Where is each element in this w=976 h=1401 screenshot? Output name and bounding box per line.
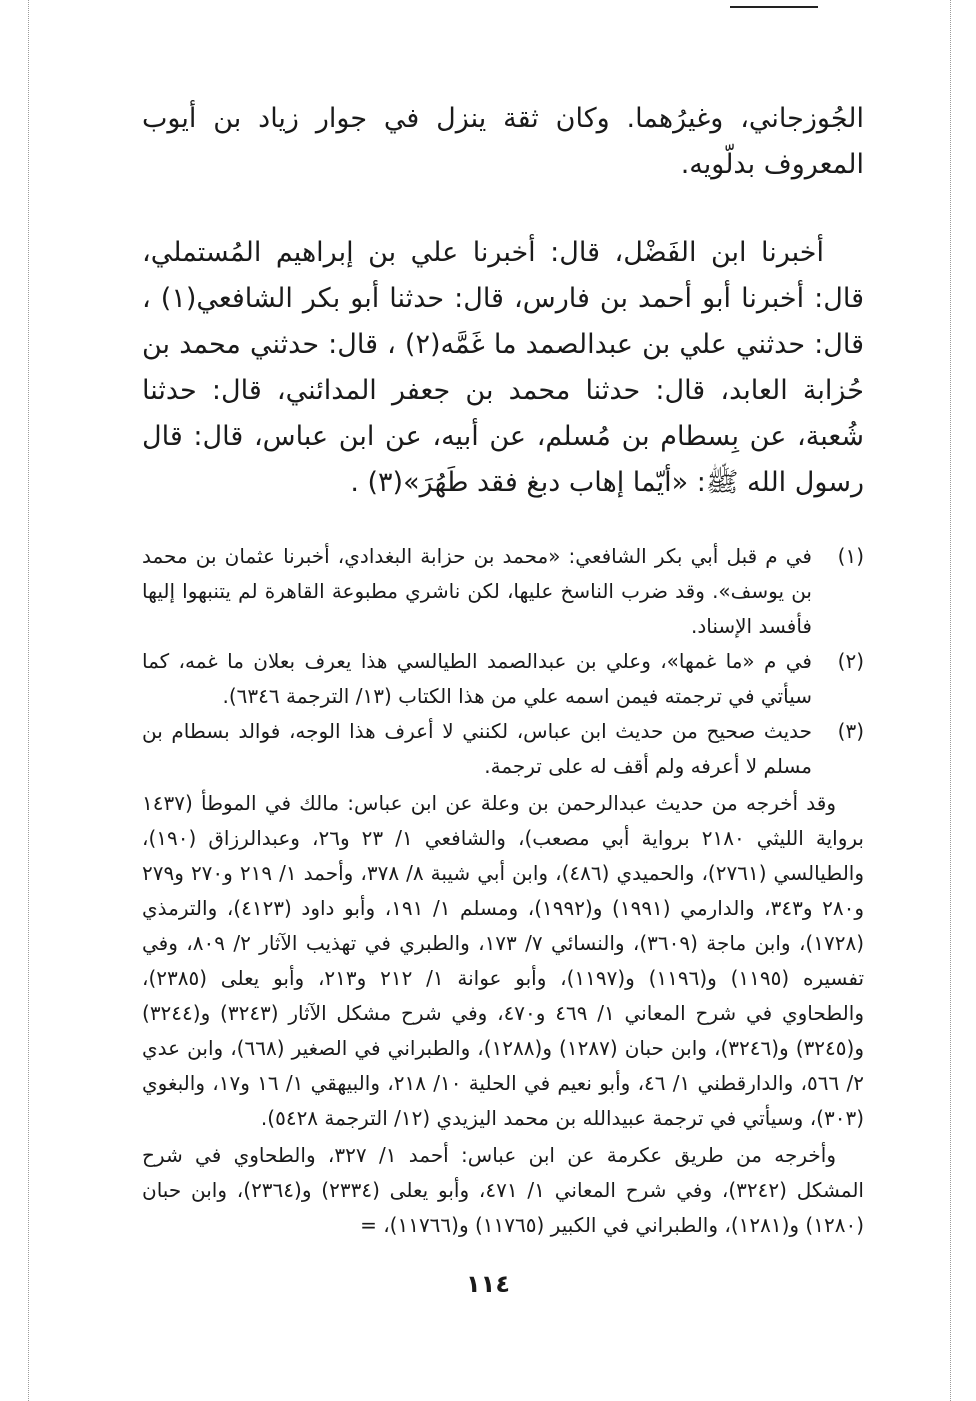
gutter-line-right [950,0,951,1401]
footnote-text: حديث صحيح من حديث ابن عباس، لكنني لا أعرف هذا الوجه، فوالد بسطام بن مسلم لا أعرفه ولم أقف له على ترجمة. [142,719,812,778]
main-text [142,96,864,506]
footnote-2 [142,644,864,714]
footnote-text: في م «ما غمها»، وعلي بن عبدالصمد الطيالسي هذا يعرف بعلان ما غمه، كما سيأتي في ترجمته فيمن اسمه علي من هذا الكتاب (١٣/ الترجمة ٦٣٤٦). [142,649,812,708]
footnote-separator [142,526,864,527]
page-content [142,96,864,1243]
footnote-3-continuation-2: وأخرجه من طريق عكرمة عن ابن عباس: أحمد ١/ ٣٢٧، والطحاوي في شرح المشكل (٣٢٤٢)، وفي شرح المعاني ١/ ٤٧١، وأبو يعلى (٢٣٣٤) و(٢٣٦٤)، وابن حبان (١٢٨٠) و(١٢٨١)، والطبراني في الكبير (١١٧٦٥) و(١١٧٦٦)، = [142,1143,864,1237]
page-number: ١١٤ [466,1270,510,1298]
footnote-3-continuation-1: وقد أخرجه من حديث عبدالرحمن بن وعلة عن ابن عباس: مالك في الموطأ (١٤٣٧ برواية الليثي ٢١٨٠ برواية أبي مصعب)، والشافعي ١/ ٢٣ و٢٦، وعبدالرزاق (١٩٠)، والطيالسي (٢٧٦١)، والحميدي (٤٨٦)، وابن أبي شيبة ٨/ ٣٧٨، وأحمد ١/ ٢١٩ و٢٧٠ و٢٧٩ و٢٨٠ و٣٤٣، والدارمي (١٩٩١) و(١٩٩٢)، ومسلم ١/ ١٩١، وأبو داود (٤١٢٣)، والترمذي (١٧٢٨)، وابن ماجة (٣٦٠٩)، والنسائي ٧/ ١٧٣، والطبري في تهذيب الآثار ٢/ ٨٠٩، وفي تفسيره (١١٩٥) و(١١٩٦) و(١١٩٧)، وأبو عوانة ١/ ٢١٢ و٢١٣، وأبو يعلى (٢٣٨٥)، والطحاوي في شرح المعاني ١/ ٤٦٩ و٤٧٠، وفي شرح مشكل الآثار (٣٢٤٣) و(٣٢٤٤) و(٣٢٤٥) و(٣٢٤٦)، وابن حبان (١٢٨٧) و(١٢٨٨)، والطبراني في الصغير (٦٦٨)، وابن عدي ٢/ ٥٦٦، والدارقطني ١/ ٤٦، وأبو نعيم في الحلية ١٠/ ٢١٨، والبيهقي ١/ ١٦ و١٧، والبغوي (٣٠٣)، وسيأتي في ترجمة عبيدالله بن محمد اليزيدي (١٢/ الترجمة ٥٤٢٨). [142,791,865,1130]
footnote-3 [142,714,864,784]
footnote-1 [142,539,864,644]
paragraph-2: أخبرنا ابن الفَضْل، قال: أخبرنا علي بن إبراهيم المُستملي، قال: أخبرنا أبو أحمد بن فارس، قال: حدثنا أبو بكر الشافعي(١) ، قال: حدثني علي بن عبدالصمد ما غَمَّه(٢) ، قال: حدثني محمد بن حُزابة العابد، قال: حدثنا محمد بن جعفر المدائني، قال: حدثنا شُعبة، عن بِسطام بن مُسلم، عن أبيه، عن ابن عباس، قال: قال رسول الله ﷺ: «أيّما إهاب دبغ فقد طَهُرَ»(٣) . [142,237,865,498]
footnote-text: في م قبل أبي بكر الشافعي: «محمد بن حزابة البغدادي، أخبرنا عثمان بن محمد بن يوسف». وقد ضرب الناسخ عليها، لكن ناشري مطبوعة القاهرة لم يتنبهوا إليها فأفسد الإسناد. [142,544,812,638]
footnote-number: (٣) [837,719,864,743]
gutter-line-left [28,0,29,1401]
paragraph-1: الجُوزجاني، وغيرُهما. وكان ثقة ينزل في جوار زياد بن أيوب المعروف بدلّويه. [142,103,864,180]
footnotes [142,539,864,1243]
footnote-number: (١) [837,544,864,568]
top-rule [730,6,818,8]
footnote-number: (٢) [837,649,864,673]
